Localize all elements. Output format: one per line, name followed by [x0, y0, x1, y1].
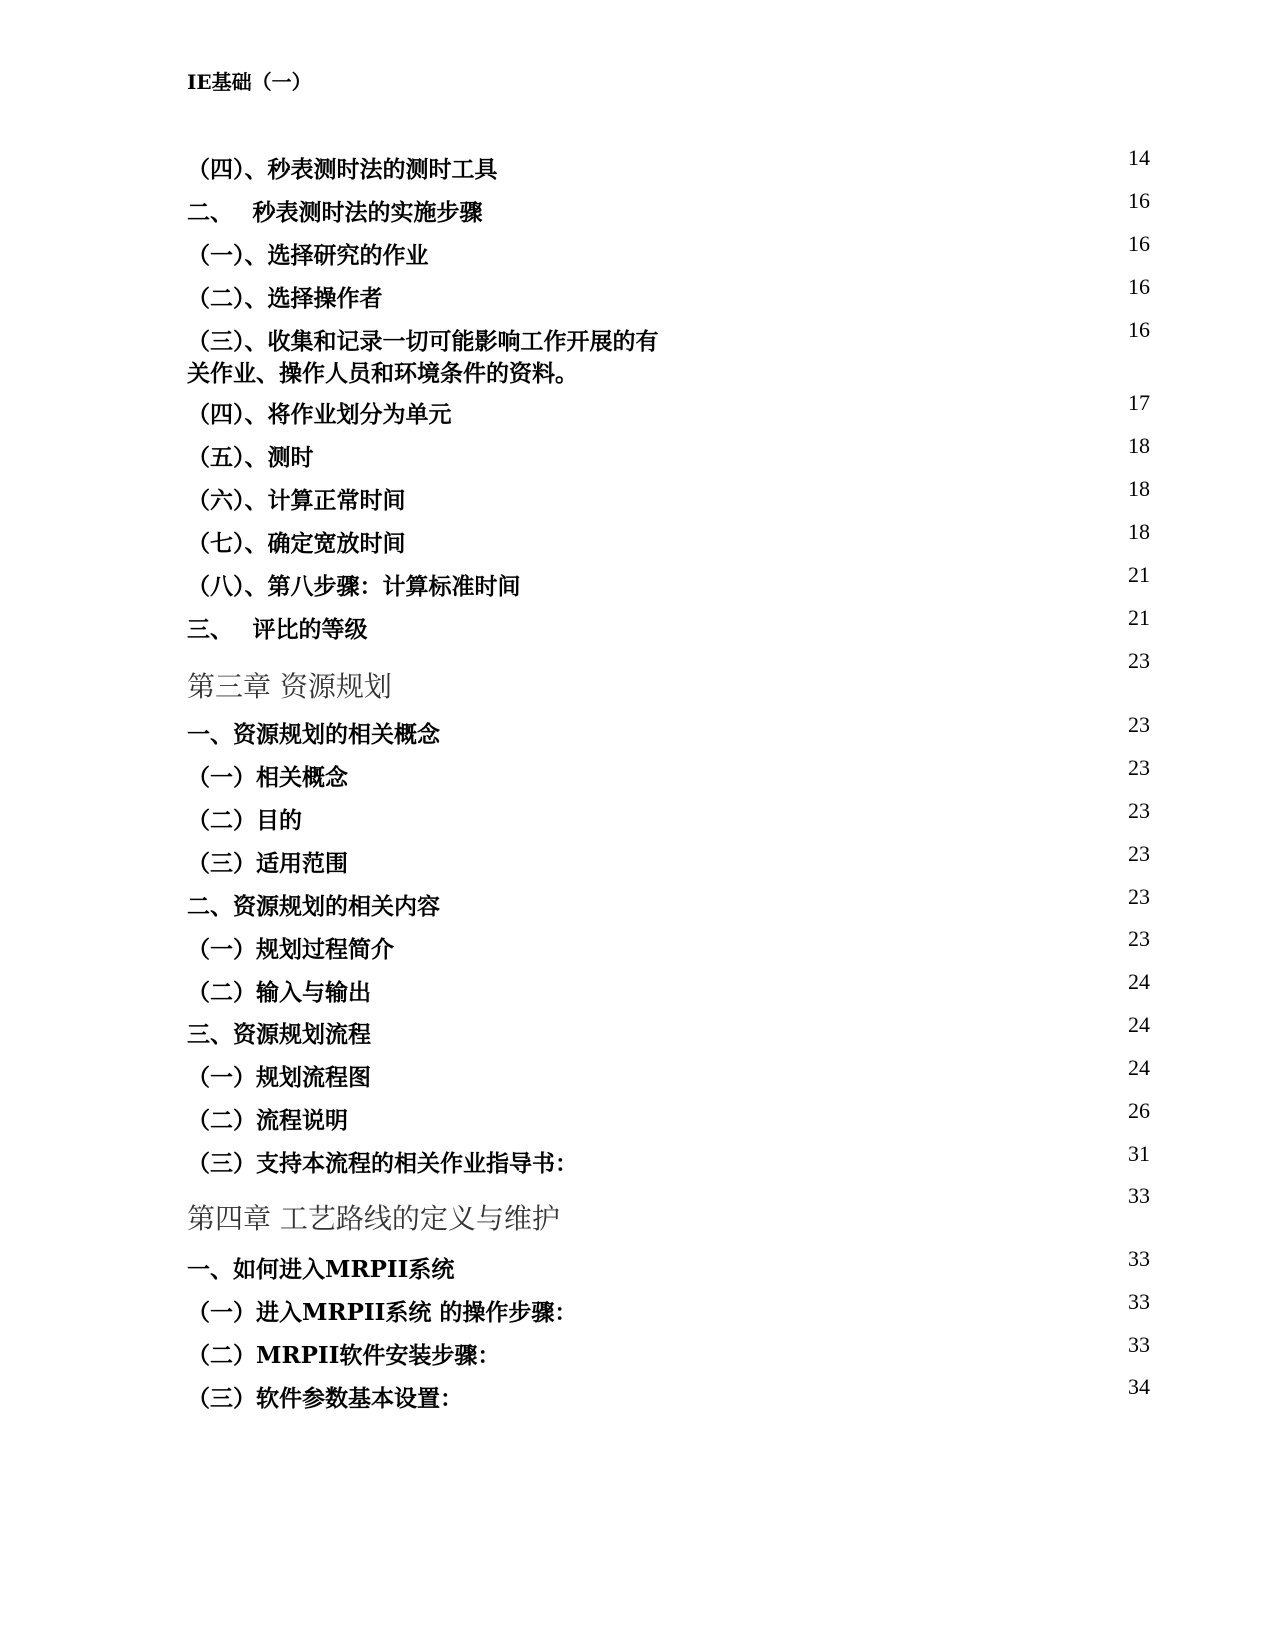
toc-entry-text: （二）目的 — [187, 807, 302, 834]
toc-entry[interactable] — [187, 1340, 500, 1372]
toc-entry-text: 三、 评比的等级 — [187, 616, 368, 643]
toc-page-number: 23 — [1128, 926, 1150, 951]
toc-entry-text: （三）支持本流程的相关作业指导书： — [187, 1150, 578, 1177]
toc-entry[interactable] — [187, 934, 394, 966]
toc-entry[interactable] — [187, 977, 371, 1009]
toc-entry[interactable] — [187, 614, 368, 646]
toc-entry[interactable] — [187, 283, 383, 315]
toc-page-number: 21 — [1128, 605, 1150, 630]
toc-entry-text: （一）相关概念 — [187, 764, 348, 791]
toc-entry-text: 二、 秒表测时法的实施步骤 — [187, 199, 483, 226]
page-header: IE基础（一） — [187, 70, 312, 94]
toc-entry[interactable] — [187, 1383, 463, 1415]
toc-page-number: 18 — [1128, 476, 1150, 501]
toc-page-number: 14 — [1128, 145, 1150, 170]
toc-entry-text: （一）规划流程图 — [187, 1064, 371, 1091]
toc-page-number: 23 — [1128, 798, 1150, 823]
toc-entry-text: （二）MRPII软件安装步骤： — [187, 1342, 501, 1369]
toc-entry[interactable] — [187, 1105, 348, 1137]
toc-page-number: 33 — [1128, 1332, 1150, 1357]
toc-page-number: 33 — [1128, 1183, 1150, 1208]
toc-page-number: 18 — [1128, 433, 1150, 458]
toc-entry[interactable] — [187, 485, 406, 517]
toc-page-number: 23 — [1128, 884, 1150, 909]
toc-page-number: 21 — [1128, 562, 1150, 587]
toc-page-number: 34 — [1128, 1374, 1150, 1399]
toc-entry-text: （一）、选择研究的作业 — [187, 242, 429, 269]
toc-entry-text: （二）、选择操作者 — [187, 285, 383, 312]
toc-entry[interactable] — [187, 1254, 454, 1286]
toc-entry[interactable] — [187, 197, 483, 229]
toc-page-number: 33 — [1128, 1289, 1150, 1314]
toc-entry[interactable] — [187, 891, 440, 923]
toc-entry[interactable] — [187, 399, 452, 431]
toc-entry[interactable] — [187, 848, 348, 880]
toc-entry-text: （一）规划过程简介 — [187, 936, 394, 963]
toc-entry-text: （三）适用范围 — [187, 850, 348, 877]
toc-page-number: 31 — [1128, 1141, 1150, 1166]
toc-page-number: 16 — [1128, 317, 1150, 342]
toc-entry-text: （二）流程说明 — [187, 1107, 348, 1134]
toc-entry[interactable] — [187, 1148, 578, 1180]
toc-entry-text: （四）、将作业划分为单元 — [187, 401, 452, 428]
toc-entry[interactable] — [187, 154, 498, 186]
toc-page-number: 24 — [1128, 969, 1150, 994]
toc-page-number: 16 — [1128, 188, 1150, 213]
toc-entry-text: 一、资源规划的相关概念 — [187, 721, 440, 748]
toc-page-number: 16 — [1128, 274, 1150, 299]
toc-entry-text: （五）、测时 — [187, 444, 314, 471]
toc-chapter-title: 第四章 工艺路线的定义与维护 — [187, 1202, 560, 1235]
toc-entry-text: （四）、秒表测时法的测时工具 — [187, 156, 498, 183]
toc-chapter-title: 第三章 资源规划 — [187, 670, 392, 703]
toc-page-number: 23 — [1128, 648, 1150, 673]
toc-entry[interactable] — [187, 762, 348, 794]
toc-entry-text: （一）进入MRPII系统 的操作步骤： — [187, 1299, 578, 1326]
toc-entry-text: 一、如何进入MRPII系统 — [187, 1256, 455, 1283]
toc-entry[interactable] — [187, 442, 314, 474]
toc-entry-text: （八）、第八步骤：计算标准时间 — [187, 573, 521, 600]
toc-entry-text: 二、资源规划的相关内容 — [187, 893, 440, 920]
toc-page-number: 17 — [1128, 390, 1150, 415]
toc-entry[interactable] — [187, 805, 302, 837]
toc-entry[interactable] — [187, 326, 667, 390]
toc-entry-text: 三、资源规划流程 — [187, 1021, 371, 1048]
toc-entry[interactable] — [187, 1019, 371, 1051]
toc-entry[interactable] — [187, 571, 521, 603]
toc-entry[interactable] — [187, 528, 406, 560]
toc-page-number: 16 — [1128, 231, 1150, 256]
toc-page-number: 23 — [1128, 755, 1150, 780]
toc-entry-text: （三）软件参数基本设置： — [187, 1385, 463, 1412]
toc-entry[interactable] — [187, 1297, 577, 1329]
toc-chapter-entry[interactable] — [187, 1203, 560, 1235]
toc-entry-text: （七）、确定宽放时间 — [187, 530, 406, 557]
toc-entry[interactable] — [187, 719, 440, 751]
toc-entry-text: （三）、收集和记录一切可能影响工作开展的有关作业、操作人员和环境条件的资料。 — [187, 328, 659, 387]
toc-page-number: 26 — [1128, 1098, 1150, 1123]
toc-page-number: 33 — [1128, 1246, 1150, 1271]
toc-page-number: 18 — [1128, 519, 1150, 544]
toc-entry-text: （二）输入与输出 — [187, 979, 371, 1006]
toc-entry[interactable] — [187, 1062, 371, 1094]
toc-page-number: 23 — [1128, 712, 1150, 737]
toc-chapter-entry[interactable] — [187, 671, 392, 703]
toc-page-number: 24 — [1128, 1055, 1150, 1080]
toc-entry[interactable] — [187, 240, 429, 272]
toc-entry-text: （六）、计算正常时间 — [187, 487, 406, 514]
toc-page-number: 23 — [1128, 841, 1150, 866]
toc-page-number: 24 — [1128, 1012, 1150, 1037]
